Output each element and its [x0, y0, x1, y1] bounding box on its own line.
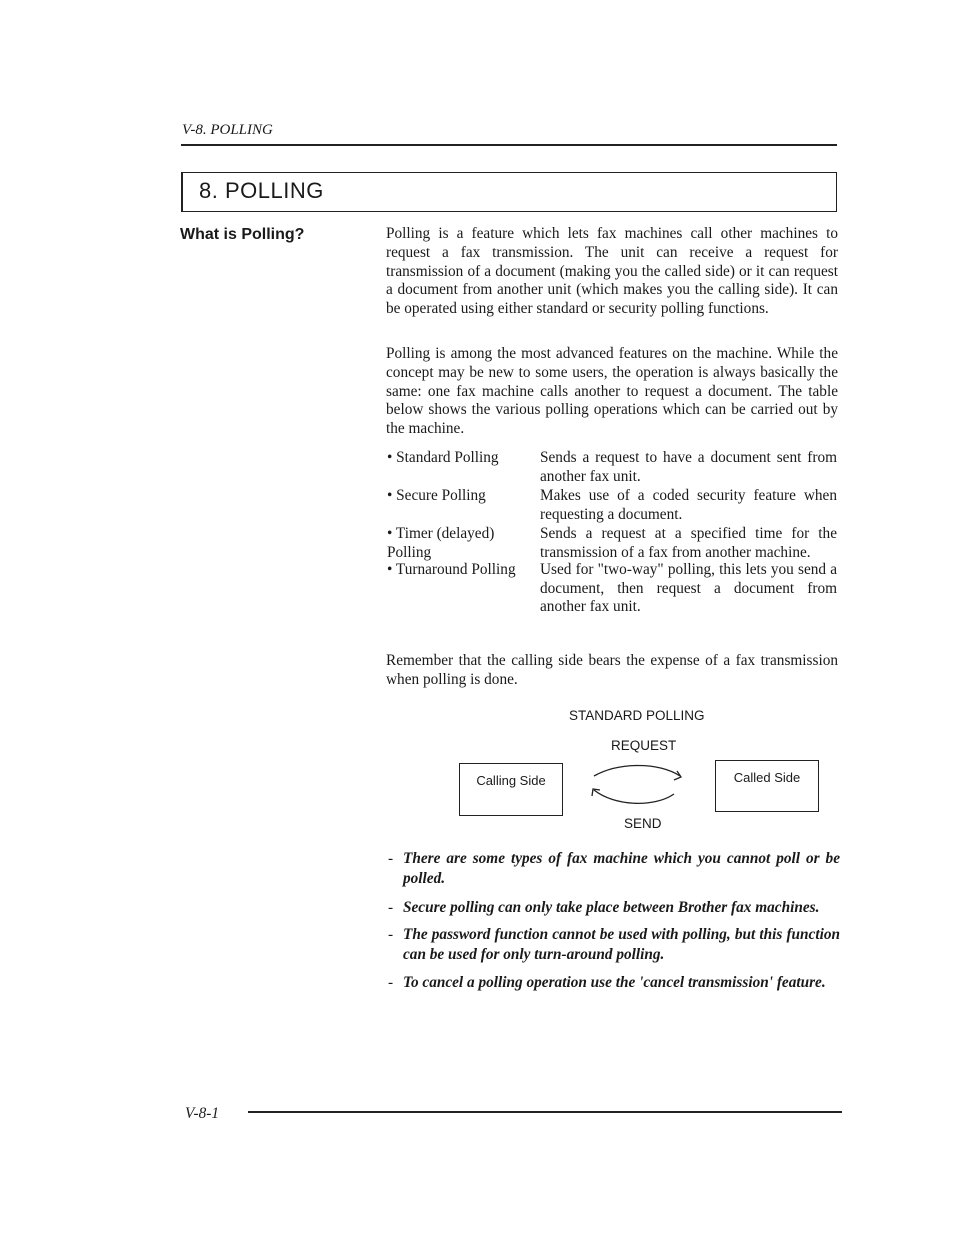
footer-rule — [248, 1111, 842, 1113]
chapter-title-box — [181, 172, 837, 212]
feature-name-standard: • Standard Polling — [387, 449, 499, 466]
polling-arrows — [584, 760, 694, 810]
request-arrow — [594, 766, 680, 777]
send-arrow — [594, 790, 674, 803]
note-item — [388, 925, 840, 965]
note-dash: - — [388, 974, 394, 991]
request-label: REQUEST — [611, 738, 677, 753]
feature-desc-standard: Sends a request to have a document sent from another fax unit. — [540, 449, 837, 485]
feature-name-turnaround: • Turnaround Polling — [387, 561, 516, 578]
overview-paragraph: Polling is among the most advanced features on the machine. While the concept may be new to some users, the operation is always basically the same: one fax machine calls another to request a document. The table below shows the various polling operations which can be carried out by the machine. — [386, 345, 838, 438]
called-side-box — [715, 760, 819, 812]
feature-desc-timer: Sends a request at a specified time for the transmission of a fax from another machine. — [540, 525, 837, 561]
called-side-label: Called Side — [733, 770, 801, 785]
calling-side-label: Calling Side — [476, 773, 546, 788]
feature-name-timer: • Timer (delayed) Polling — [387, 525, 495, 561]
feature-desc-turnaround: Used for "two-way" polling, this lets you send a document, then request a document from another fax unit. — [540, 561, 837, 615]
note-text: The password function cannot be used with polling, but this function can be used for only turn-around polling. — [403, 926, 840, 963]
expense-paragraph: Remember that the calling side bears the expense of a fax transmission when polling is done. — [386, 652, 838, 688]
feature-name-secure: • Secure Polling — [387, 487, 486, 504]
calling-side-box — [459, 763, 563, 816]
request-arrowhead — [674, 771, 681, 780]
note-item — [388, 973, 840, 993]
running-header: V-8. POLLING — [182, 122, 273, 138]
send-arrowhead — [592, 789, 600, 796]
note-text: To cancel a polling operation use the 'cancel transmission' feature. — [403, 974, 826, 991]
note-dash: - — [388, 899, 394, 916]
section-heading: What is Polling? — [180, 226, 305, 243]
note-text: Secure polling can only take place between Brother fax machines. — [403, 899, 820, 916]
chapter-title: 8. POLLING — [199, 178, 324, 203]
note-dash: - — [388, 926, 394, 943]
page-number: V-8-1 — [185, 1105, 219, 1122]
diagram-title: STANDARD POLLING — [569, 708, 705, 723]
intro-paragraph: Polling is a feature which lets fax machines call other machines to request a fax transmission. The unit can receive a request for transmission of a document (making you the called side) or it can request a document from another unit (which makes you the calling side). It can be operated using either standard or security polling functions. — [386, 225, 838, 318]
note-dash: - — [388, 850, 394, 867]
send-label: SEND — [624, 816, 662, 831]
note-text: There are some types of fax machine which you cannot poll or be polled. — [403, 850, 840, 887]
feature-desc-secure: Makes use of a coded security feature when requesting a document. — [540, 487, 837, 523]
header-rule — [181, 144, 837, 146]
note-item — [388, 898, 840, 918]
note-item — [388, 849, 840, 889]
